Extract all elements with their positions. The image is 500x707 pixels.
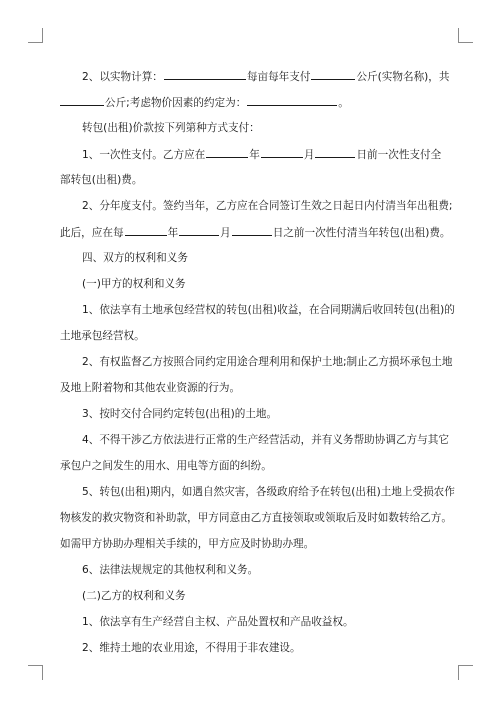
fill-blank: [60, 94, 104, 106]
paragraph-line: 4、不得干涉乙方依法进行正常的生产经营活动，并有义务帮助协调乙方与其它: [82, 434, 449, 446]
paragraph-line: 承包户之间发生的用水、用电等方面的纠纷。: [60, 460, 272, 472]
section-heading: 四、双方的权利和义务: [82, 252, 188, 264]
crop-mark-top-right: [458, 28, 473, 43]
fill-blank: [315, 146, 355, 158]
paragraph-line: 2、维持土地的农业用途，不得用于非农建设。: [82, 642, 301, 654]
paragraph-line: 1、依法享有土地承包经营权的转包(出租)收益，在合同期满后收回转包(出租)的: [82, 304, 455, 316]
paragraph-line: 部转包(出租)费。: [60, 174, 143, 186]
fill-blank: [206, 146, 248, 158]
subsection-heading: (二)乙方的权利和义务: [82, 590, 186, 602]
paragraph-line: 1、依法享有生产经营自主权、产品处置权和产品收益权。: [82, 616, 354, 628]
fill-blank: [232, 224, 272, 236]
subsection-heading: (一)甲方的权利和义务: [82, 278, 186, 290]
paragraph-line: 1、一次性支付。乙方应在 年 月 日前一次性支付全: [82, 146, 441, 162]
fill-blank: [125, 224, 167, 236]
fill-blank: [164, 68, 246, 80]
paragraph-line: 2、以实物计算： 每亩每年支付 公斤(实物名称)，共: [82, 68, 449, 84]
paragraph-line: 如需甲方协助办理相关手续的，甲方应及时协助办理。: [60, 538, 315, 550]
paragraph-line: 及地上附着物和其他农业资源的行为。: [60, 382, 241, 394]
paragraph-line: 2、分年度支付。签约当年，乙方应在合同签订生效之日起日内付清当年出租费;: [82, 200, 453, 212]
paragraph-line: 转包(出租)价款按下列第种方式支付：: [82, 122, 260, 134]
crop-mark-bottom-right: [458, 665, 473, 680]
paragraph-line: 6、法律法规规定的其他权利和义务。: [82, 564, 259, 576]
paragraph-line: 3、按时交付合同约定转包(出租)的土地。: [82, 408, 278, 420]
fill-blank: [247, 94, 337, 106]
paragraph-line: 物核发的救灾物资和补助款，甲方同意由乙方直接领取或领取后及时如数转给乙方。: [60, 512, 452, 524]
fill-blank: [179, 224, 219, 236]
paragraph-line: 此后，应在每 年 月 日之前一次性付清当年转包(出租)费。: [60, 224, 451, 240]
paragraph-line: 2、有权监督乙方按照合同约定用途合理利用和保护土地;制止乙方损坏承包土地: [82, 356, 453, 368]
paragraph-line: 5、转包(出租)期内，如遇自然灾害，各级政府给予在转包(出租)土地上受损农作: [82, 486, 455, 498]
paragraph-line: 公斤;考虑物价因素的约定为： 。: [60, 94, 349, 110]
crop-mark-bottom-left: [28, 665, 43, 680]
fill-blank: [261, 146, 303, 158]
paragraph-line: 土地承包经营权。: [60, 330, 145, 342]
fill-blank: [311, 68, 355, 80]
crop-mark-top-left: [28, 28, 43, 43]
